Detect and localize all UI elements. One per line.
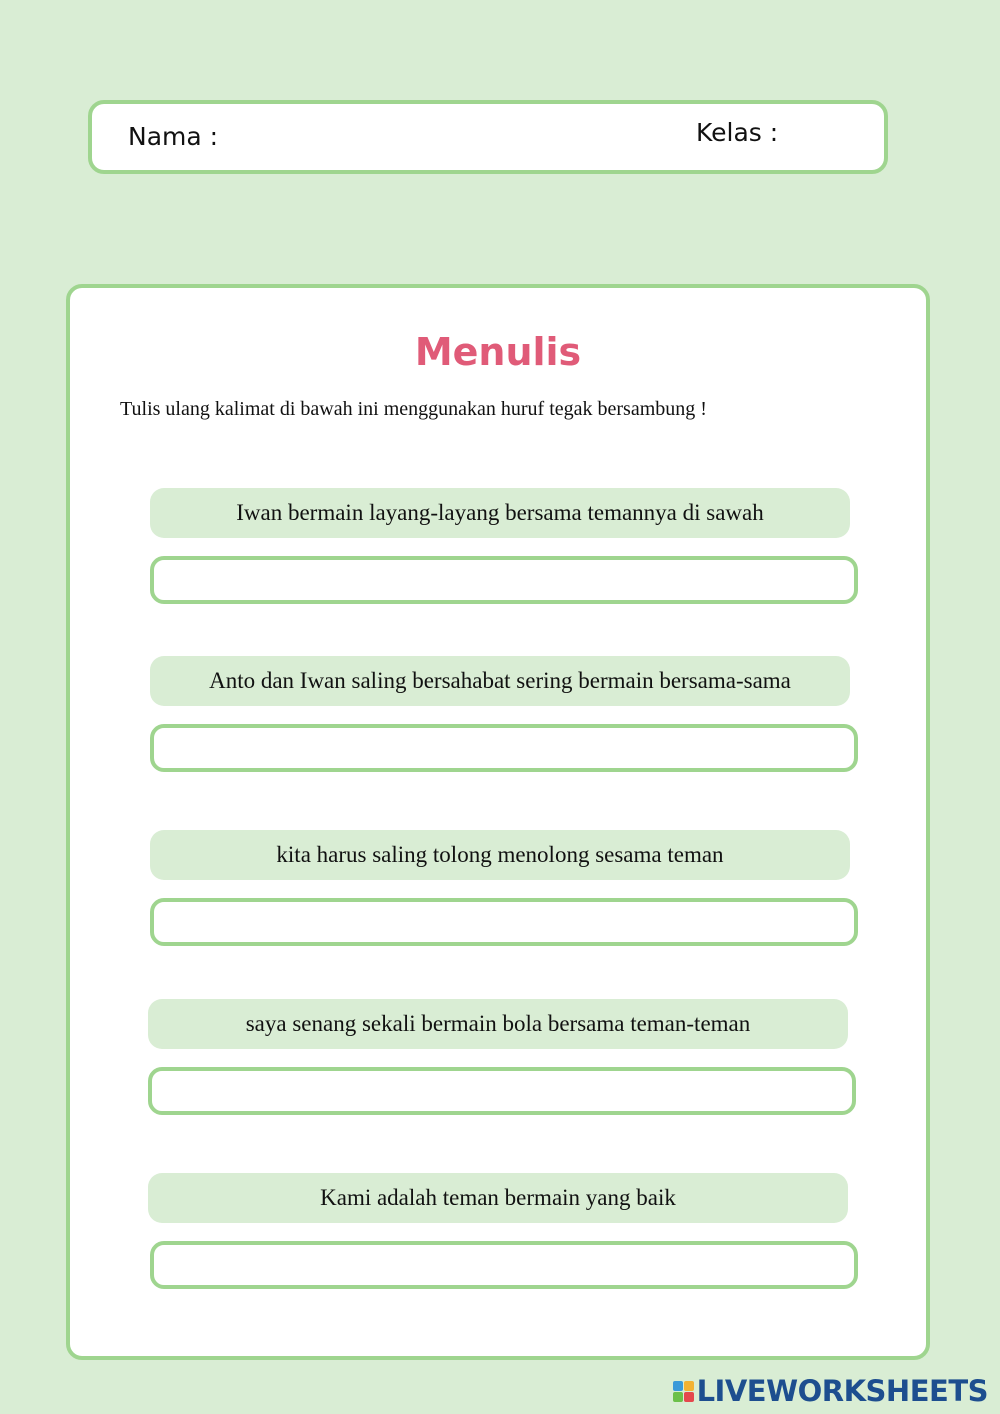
liveworksheets-logo-text: LIVEWORKSHEETS (696, 1374, 988, 1408)
liveworksheets-badge-icon (673, 1381, 694, 1402)
kelas-input[interactable] (792, 114, 880, 158)
liveworksheets-logo (673, 1374, 988, 1408)
answer-input-4[interactable] (148, 1067, 856, 1115)
sentence-prompt-2: Anto dan Iwan saling bersahabat sering bermain bersama-sama (150, 656, 850, 706)
sentence-prompt-1: Iwan bermain layang-layang bersama temannya di sawah (150, 488, 850, 538)
nama-label: Nama : (128, 122, 219, 151)
sentence-prompt-5: Kami adalah teman bermain yang baik (148, 1173, 848, 1223)
instruction-text: Tulis ulang kalimat di bawah ini menggunakan huruf tegak bersambung ! (120, 398, 707, 420)
nama-input[interactable] (237, 116, 681, 160)
sentence-prompt-3: kita harus saling tolong menolong sesama teman (150, 830, 850, 880)
answer-input-1[interactable] (150, 556, 858, 604)
answer-input-2[interactable] (150, 724, 858, 772)
answer-input-3[interactable] (150, 898, 858, 946)
student-info-box (88, 100, 888, 174)
answer-input-5[interactable] (150, 1241, 858, 1289)
worksheet-title: Menulis (414, 330, 582, 374)
worksheet-card (66, 284, 930, 1360)
kelas-label: Kelas : (696, 118, 779, 147)
sentence-prompt-4: saya senang sekali bermain bola bersama teman-teman (148, 999, 848, 1049)
